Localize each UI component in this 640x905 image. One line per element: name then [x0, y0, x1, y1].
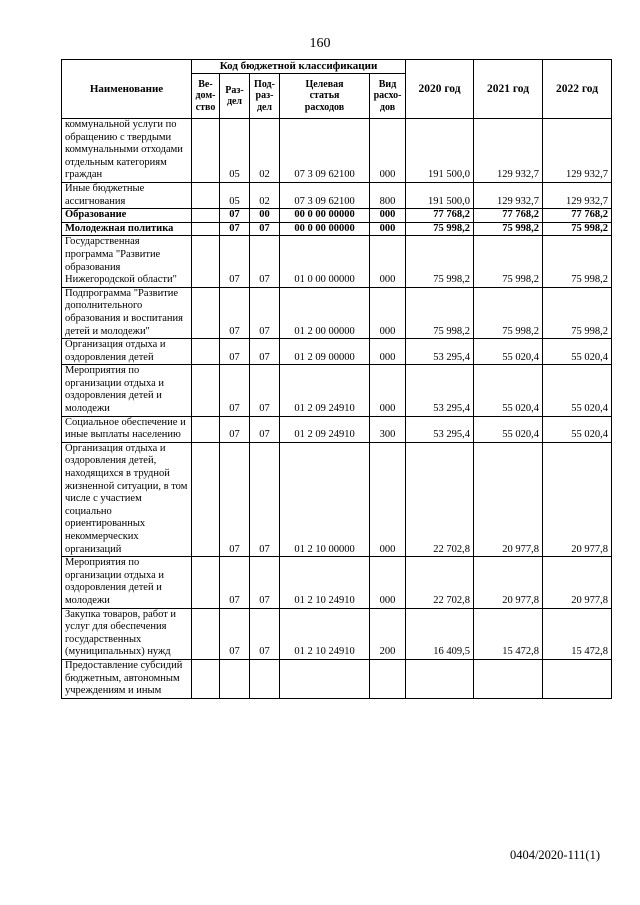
header-razdel: Раз- дел — [220, 74, 250, 119]
row-amount-2022: 75 998,2 — [543, 236, 612, 287]
row-podrazdel: 02 — [250, 119, 280, 183]
row-name: Государственная программа "Развитие образования Нижегородской области" — [62, 236, 192, 287]
row-amount-2021: 15 472,8 — [474, 608, 543, 659]
row-razdel: 07 — [220, 222, 250, 236]
header-2020: 2020 год — [406, 60, 474, 119]
row-razdel: 07 — [220, 442, 250, 556]
row-target-article: 01 2 10 00000 — [280, 442, 370, 556]
row-razdel: 07 — [220, 608, 250, 659]
row-razdel: 07 — [220, 416, 250, 442]
row-expense-type: 000 — [370, 209, 406, 223]
row-amount-2022: 75 998,2 — [543, 287, 612, 338]
row-target-article: 01 2 09 00000 — [280, 339, 370, 365]
table-row — [62, 209, 612, 223]
row-amount-2021: 77 768,2 — [474, 209, 543, 223]
header-vedomstvo: Ве- дом- ство — [192, 74, 220, 119]
row-amount-2022: 129 932,7 — [543, 119, 612, 183]
row-podrazdel: 07 — [250, 236, 280, 287]
row-amount-2020 — [406, 659, 474, 698]
header-budget-code-group: Код бюджетной классификации — [192, 60, 406, 74]
row-podrazdel: 07 — [250, 222, 280, 236]
row-vedomstvo — [192, 557, 220, 608]
row-razdel — [220, 659, 250, 698]
row-amount-2020: 22 702,8 — [406, 557, 474, 608]
table-row — [62, 442, 612, 556]
row-amount-2020: 16 409,5 — [406, 608, 474, 659]
row-amount-2022: 55 020,4 — [543, 339, 612, 365]
row-amount-2021: 75 998,2 — [474, 236, 543, 287]
row-razdel: 05 — [220, 182, 250, 208]
row-amount-2020: 77 768,2 — [406, 209, 474, 223]
row-vedomstvo — [192, 442, 220, 556]
row-target-article: 01 0 00 00000 — [280, 236, 370, 287]
row-vedomstvo — [192, 416, 220, 442]
header-2021: 2021 год — [474, 60, 543, 119]
row-vedomstvo — [192, 182, 220, 208]
row-target-article: 07 3 09 62100 — [280, 119, 370, 183]
table-row — [62, 119, 612, 183]
row-podrazdel — [250, 659, 280, 698]
row-amount-2020: 75 998,2 — [406, 236, 474, 287]
row-expense-type: 800 — [370, 182, 406, 208]
table-row — [62, 557, 612, 608]
header-podrazdel: Под- раз- дел — [250, 74, 280, 119]
row-vedomstvo — [192, 222, 220, 236]
row-razdel: 07 — [220, 287, 250, 338]
row-amount-2020: 75 998,2 — [406, 287, 474, 338]
row-target-article: 00 0 00 00000 — [280, 209, 370, 223]
row-amount-2021: 129 932,7 — [474, 182, 543, 208]
row-razdel: 07 — [220, 236, 250, 287]
table-row — [62, 659, 612, 698]
row-amount-2022: 20 977,8 — [543, 442, 612, 556]
table-row — [62, 608, 612, 659]
row-amount-2020: 191 500,0 — [406, 119, 474, 183]
row-amount-2022: 15 472,8 — [543, 608, 612, 659]
table-row — [62, 365, 612, 416]
row-target-article: 01 2 10 24910 — [280, 608, 370, 659]
header-name: Наименование — [62, 60, 192, 119]
row-expense-type: 000 — [370, 236, 406, 287]
row-razdel: 07 — [220, 557, 250, 608]
header-expense-type: Вид расхо- дов — [370, 74, 406, 119]
row-amount-2021 — [474, 659, 543, 698]
row-target-article: 01 2 09 24910 — [280, 416, 370, 442]
row-amount-2022: 55 020,4 — [543, 365, 612, 416]
row-name: Социальное обеспечение и иные выплаты населению — [62, 416, 192, 442]
row-name: Мероприятия по организации отдыха и оздоровления детей и молодежи — [62, 365, 192, 416]
row-amount-2020: 75 998,2 — [406, 222, 474, 236]
row-target-article: 01 2 09 24910 — [280, 365, 370, 416]
row-amount-2022: 129 932,7 — [543, 182, 612, 208]
row-expense-type: 300 — [370, 416, 406, 442]
row-podrazdel: 07 — [250, 442, 280, 556]
row-amount-2021: 75 998,2 — [474, 287, 543, 338]
row-vedomstvo — [192, 608, 220, 659]
table-row — [62, 182, 612, 208]
row-target-article — [280, 659, 370, 698]
row-amount-2020: 53 295,4 — [406, 339, 474, 365]
row-podrazdel: 07 — [250, 608, 280, 659]
row-amount-2021: 75 998,2 — [474, 222, 543, 236]
row-amount-2022: 20 977,8 — [543, 557, 612, 608]
row-podrazdel: 07 — [250, 557, 280, 608]
row-target-article: 01 2 10 24910 — [280, 557, 370, 608]
table-row — [62, 236, 612, 287]
table-row — [62, 416, 612, 442]
row-name: Закупка товаров, работ и услуг для обеспечения государственных (муниципальных) нужд — [62, 608, 192, 659]
row-name: Образование — [62, 209, 192, 223]
row-name: Молодежная политика — [62, 222, 192, 236]
row-amount-2022 — [543, 659, 612, 698]
row-name: Предоставление субсидий бюджетным, автономным учреждениям и иным — [62, 659, 192, 698]
row-expense-type: 000 — [370, 119, 406, 183]
row-amount-2021: 129 932,7 — [474, 119, 543, 183]
row-expense-type: 000 — [370, 442, 406, 556]
row-name: Мероприятия по организации отдыха и оздоровления детей и молодежи — [62, 557, 192, 608]
row-razdel: 07 — [220, 339, 250, 365]
table-row — [62, 339, 612, 365]
row-podrazdel: 07 — [250, 365, 280, 416]
row-amount-2021: 20 977,8 — [474, 442, 543, 556]
row-vedomstvo — [192, 236, 220, 287]
document-code: 0404/2020-111(1) — [509, 848, 600, 862]
row-razdel: 07 — [220, 365, 250, 416]
row-razdel: 07 — [220, 209, 250, 223]
row-amount-2021: 55 020,4 — [474, 416, 543, 442]
row-expense-type: 200 — [370, 608, 406, 659]
row-name: Иные бюджетные ассигнования — [62, 182, 192, 208]
row-name: коммунальной услуги по обращению с твердыми коммунальными отходами отдельным категориям граждан — [62, 119, 192, 183]
row-name: Организация отдыха и оздоровления детей — [62, 339, 192, 365]
row-amount-2021: 20 977,8 — [474, 557, 543, 608]
row-name: Подпрограмма "Развитие дополнительного образования и воспитания детей и молодежи" — [62, 287, 192, 338]
row-amount-2021: 55 020,4 — [474, 365, 543, 416]
budget-table — [61, 59, 612, 699]
row-expense-type: 000 — [370, 339, 406, 365]
table-row — [62, 287, 612, 338]
row-expense-type: 000 — [370, 365, 406, 416]
row-expense-type: 000 — [370, 222, 406, 236]
row-vedomstvo — [192, 287, 220, 338]
row-vedomstvo — [192, 119, 220, 183]
row-podrazdel: 07 — [250, 416, 280, 442]
row-vedomstvo — [192, 209, 220, 223]
table-body — [62, 119, 612, 699]
row-expense-type — [370, 659, 406, 698]
row-amount-2020: 22 702,8 — [406, 442, 474, 556]
row-podrazdel: 07 — [250, 339, 280, 365]
row-expense-type: 000 — [370, 287, 406, 338]
row-amount-2022: 77 768,2 — [543, 209, 612, 223]
row-target-article: 00 0 00 00000 — [280, 222, 370, 236]
row-name: Организация отдыха и оздоровления детей, находящихся в трудной жизненной ситуации, в том числе с участием социально ориентированных некоммерческих организаций — [62, 442, 192, 556]
row-vedomstvo — [192, 339, 220, 365]
row-amount-2021: 55 020,4 — [474, 339, 543, 365]
row-target-article: 07 3 09 62100 — [280, 182, 370, 208]
page-number: 160 — [309, 36, 331, 51]
row-amount-2020: 53 295,4 — [406, 365, 474, 416]
row-amount-2020: 191 500,0 — [406, 182, 474, 208]
row-podrazdel: 02 — [250, 182, 280, 208]
row-target-article: 01 2 00 00000 — [280, 287, 370, 338]
row-podrazdel: 00 — [250, 209, 280, 223]
row-amount-2022: 75 998,2 — [543, 222, 612, 236]
table-row — [62, 222, 612, 236]
row-razdel: 05 — [220, 119, 250, 183]
row-expense-type: 000 — [370, 557, 406, 608]
row-vedomstvo — [192, 659, 220, 698]
header-target-article: Целевая статья расходов — [280, 74, 370, 119]
row-amount-2022: 55 020,4 — [543, 416, 612, 442]
row-amount-2020: 53 295,4 — [406, 416, 474, 442]
row-vedomstvo — [192, 365, 220, 416]
header-2022: 2022 год — [543, 60, 612, 119]
row-podrazdel: 07 — [250, 287, 280, 338]
